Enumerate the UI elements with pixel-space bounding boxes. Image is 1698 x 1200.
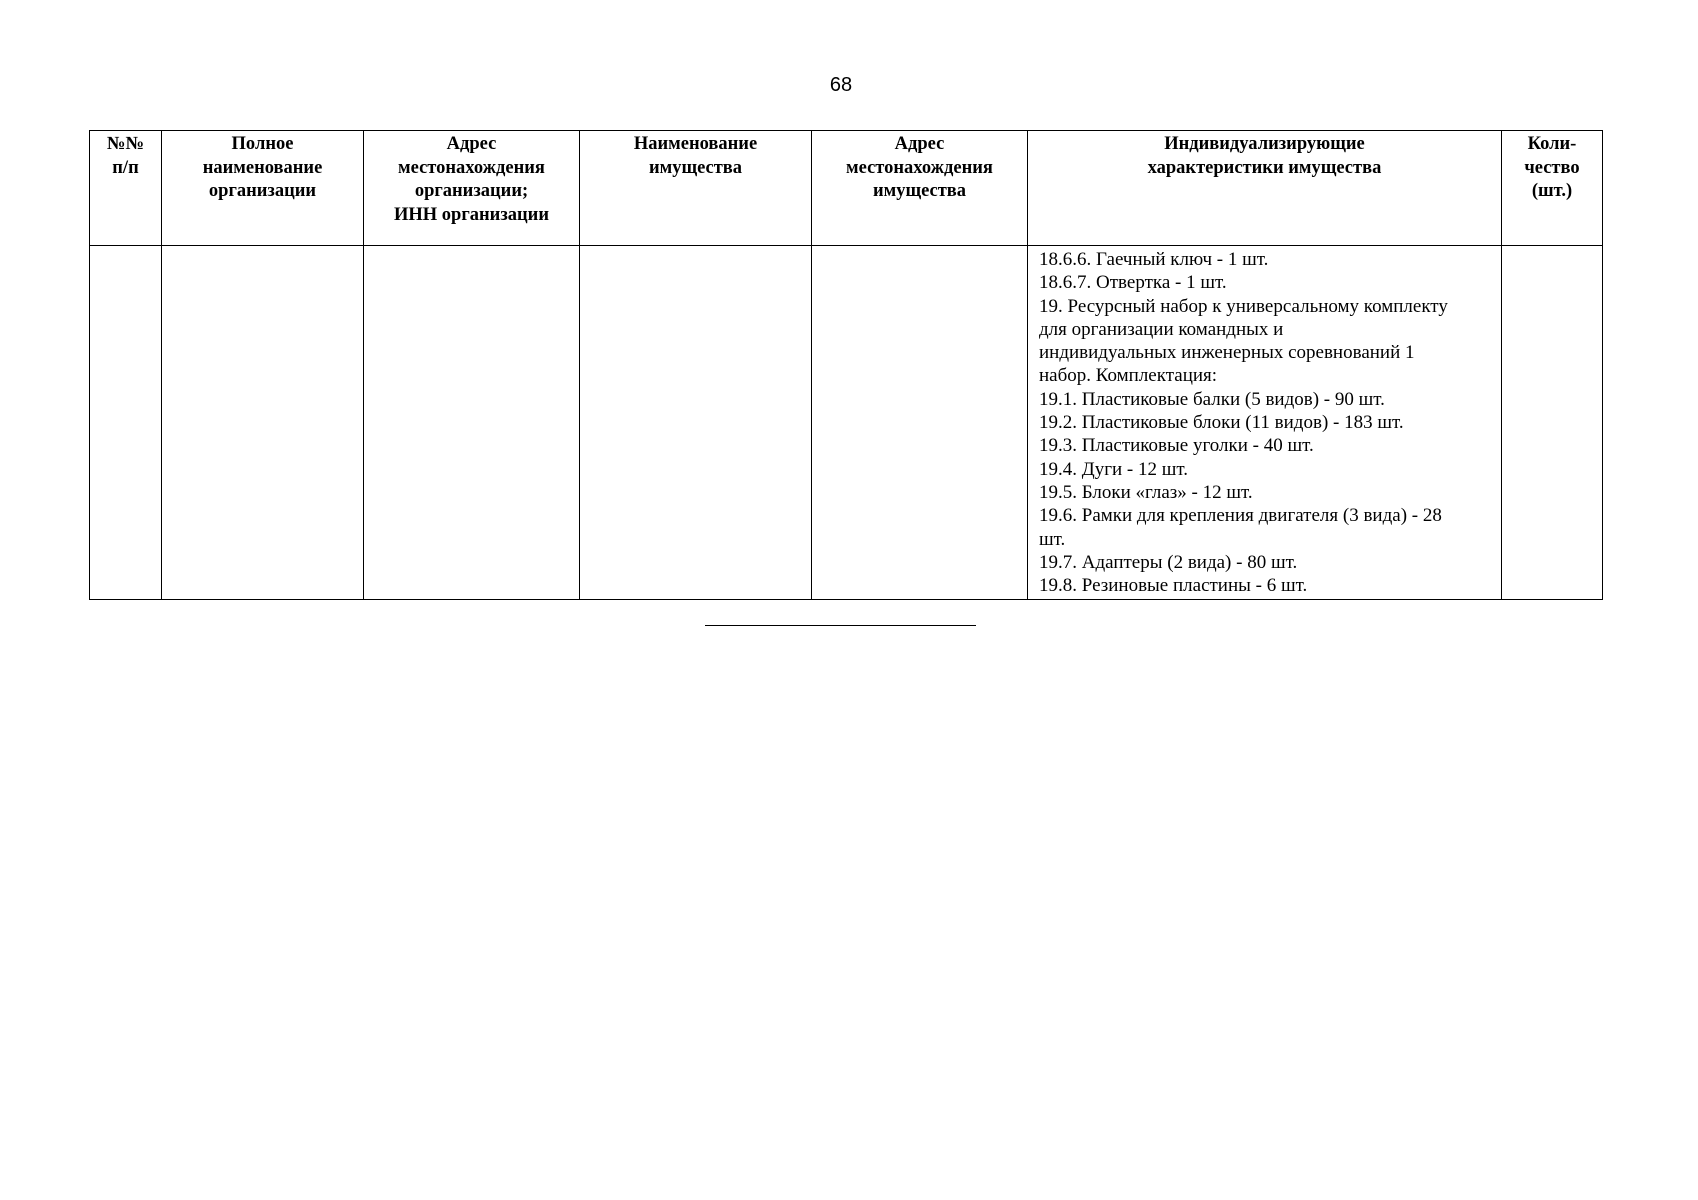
header-quantity-line: Коли- (1527, 134, 1577, 154)
footer-rule (705, 625, 976, 626)
header-org-address-inn (364, 131, 580, 246)
cell-characteristics (1028, 246, 1502, 600)
header-property-address-line: Адрес (894, 134, 945, 154)
header-org-name (162, 131, 364, 246)
header-property-address-line: местонахождения (846, 157, 993, 178)
header-org-address-line: организации; (414, 181, 529, 201)
characteristics-line: 18.6.6. Гаечный ключ - 1 шт. (1039, 249, 1269, 270)
characteristics-line: 18.6.7. Отвертка - 1 шт. (1039, 272, 1227, 294)
characteristics-line: 19.3. Пластиковые уголки - 40 шт. (1039, 435, 1314, 457)
characteristics-line: 19.5. Блоки «глаз» - 12 шт. (1039, 481, 1253, 503)
header-org-address-line: ИНН организации (394, 204, 549, 225)
header-characteristics-line: характеристики имущества (1147, 157, 1382, 178)
header-number-line: №№ (106, 134, 145, 154)
cell-property-name (580, 246, 812, 600)
characteristics-line: шт. (1039, 528, 1066, 550)
characteristics-line: 19.4. Дуги - 12 шт. (1039, 458, 1189, 480)
characteristics-line: 19. Ресурсный набор к универсальному комплекту (1039, 295, 1448, 317)
characteristics-line: 19.2. Пластиковые блоки (11 видов) - 183 шт. (1039, 412, 1404, 434)
characteristics-line: 19.6. Рамки для крепления двигателя (3 вида) - 28 (1039, 505, 1442, 527)
header-row (90, 131, 1603, 246)
property-table (89, 130, 1603, 600)
header-org-address-line: местонахождения (398, 157, 545, 178)
cell-property-address (812, 246, 1028, 600)
characteristics-line: для организации командных и (1039, 318, 1284, 340)
header-quantity-line: чество (1524, 157, 1580, 178)
characteristics-line: 19.8. Резиновые пластины - 6 шт. (1039, 575, 1308, 597)
header-property-name (580, 131, 812, 246)
header-property-name-line: имущества (648, 157, 743, 178)
header-quantity-line: (шт.) (1531, 181, 1573, 201)
cell-org-address-inn (364, 246, 580, 600)
header-property-name-line: Наименование (633, 134, 758, 154)
header-number-line: п/п (112, 157, 139, 178)
page-number: 68 (829, 74, 853, 96)
header-characteristics-line: Индивидуализирующие (1164, 134, 1365, 154)
header-org-name-line: наименование (202, 157, 323, 178)
characteristics-line: 19.7. Адаптеры (2 вида) - 80 шт. (1039, 551, 1298, 573)
header-property-address (812, 131, 1028, 246)
cell-org-name (162, 246, 364, 600)
header-org-address-line: Адрес (446, 134, 497, 154)
cell-quantity (1502, 246, 1603, 600)
table-row (90, 246, 1603, 600)
header-number (90, 131, 162, 246)
header-org-name-line: Полное (231, 134, 294, 154)
characteristics-line: индивидуальных инженерных соревнований 1 (1039, 342, 1415, 364)
cell-number (90, 246, 162, 600)
header-org-name-line: организации (208, 181, 317, 201)
characteristics-line: набор. Комплектация: (1039, 365, 1218, 387)
header-quantity (1502, 131, 1603, 246)
header-property-address-line: имущества (872, 181, 967, 201)
header-characteristics (1028, 131, 1502, 246)
characteristics-line: 19.1. Пластиковые балки (5 видов) - 90 шт. (1039, 388, 1385, 410)
